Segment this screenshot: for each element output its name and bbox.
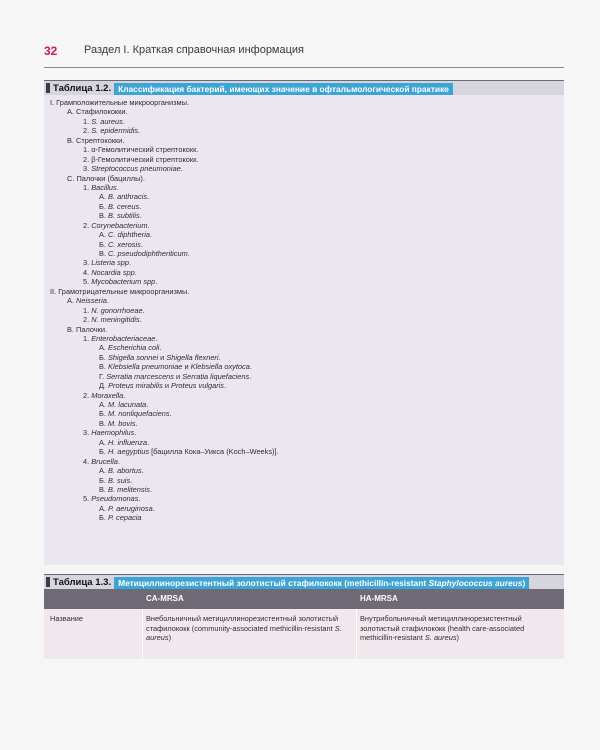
list-item: А. Neisseria. [67,296,109,306]
page-number: 32 [44,44,58,58]
list-item: А. B. anthracis. [99,192,150,202]
list-item: Б. C. xerosis. [99,239,143,249]
caption-marker-icon [46,83,50,93]
list-item: 3. Streptococcus pneumoniae. [83,164,183,174]
list-item: 2. Corynebacterium. [83,220,150,230]
column-header-ca-mrsa: CA-MRSA [146,594,184,603]
table-1-3-caption [44,574,564,590]
list-item: 2. S. epidermidis. [83,126,141,136]
column-divider [142,609,143,659]
list-item: Б. B. suis. [99,475,133,485]
list-item: Б. B. cereus. [99,201,142,211]
list-item: В. C. pseudodiphtheriticum. [99,249,190,258]
list-item: 3. Haemophilus. [83,428,137,438]
list-item: А. Стафилококки. [67,107,128,117]
list-item: II. Грамотрицательные микроорганизмы. [50,286,190,296]
list-item: 1. N. gonorrhoeae. [83,305,145,315]
list-item: 1. Bacillus. [83,182,119,192]
list-item: А. H. influenza. [99,437,150,447]
list-item: А. M. lacunata. [99,400,149,409]
list-item: В. M. bovis. [99,418,138,428]
column-header-ha-mrsa: HA-MRSA [360,594,398,603]
table-1-3-title: Метициллинорезистентный золотистый стафилококк (methicillin-resistant Staphylococcus aureus) [114,577,529,589]
caption-marker-icon [46,577,50,587]
list-item: Б. M. nonliquefaciens. [99,409,172,419]
list-item: 2. Moraxella. [83,390,126,400]
table-row [44,609,564,659]
table-1-3-body [44,589,564,659]
column-divider [356,609,357,659]
page-header [44,44,564,64]
list-item: I. Грамположительные микроорганизмы. [50,98,189,107]
list-item: Б. H. aegyptius [бацилла Кока–Уикса (Koch–Weeks)]. [99,447,279,457]
row-label: Название [50,614,84,623]
list-item: В. B. melitensis. [99,484,153,494]
table-1-2-title: Классификация бактерий, имеющих значение в офтальмологической практике [114,83,453,95]
table-1-2-number: Таблица 1.2. [53,82,112,94]
list-item: 1. S. aureus. [83,116,125,126]
list-item: 1. α-Гемолитический стрептококк. [83,145,199,155]
list-item: В. Стрептококки. [67,135,125,145]
ca-mrsa-cell: Внебольничный метициллинорезистентный золотистый стафилококк (community-associated methicillin-resistant S. aureus) [146,614,342,643]
list-item: Д. Proteus mirabilis и Proteus vulgaris. [99,381,227,391]
list-item: А. Escherichia coli. [99,343,162,353]
table-1-3-header-row [44,589,564,609]
list-item: 2. β-Гемолитический стрептококк. [83,154,199,164]
list-item: Г. Serratia marcescens и Serratia liquefaciens. [99,371,252,381]
list-item: 5. Pseudomonas. [83,494,141,504]
list-item: 1. Enterobacteriaceae. [83,333,158,343]
list-item: 5. Mycobacterium spp. [83,277,158,287]
classification-list [44,98,564,523]
list-item: А. B. abortus. [99,466,144,476]
list-item: Б. P. cepacia [99,513,142,523]
list-item: А. C. diphtheria. [99,230,153,240]
ha-mrsa-cell: Внутрибольничный метициллинорезистентный золотистый стафилококк (health care-associated methicillin-resistant S. aureus) [360,614,525,643]
list-item: 2. N. meningitidis. [83,315,142,325]
list-item: Б. Shigella sonnei и Shigella flexneri. [99,352,221,362]
list-item: В. Палочки. [67,324,108,334]
header-divider [44,67,564,68]
list-item: 4. Nocardia spp. [83,267,137,277]
list-item: А. P. aeruginosa. [99,503,155,513]
list-item: В. B. subtilis. [99,211,142,221]
table-1-2-caption [44,80,564,96]
list-item: В. Klebsiella pneumoniae и Klebsiella oxytoca. [99,362,252,372]
list-item: С. Палочки (бациллы). [67,173,145,183]
section-title: Раздел I. Краткая справочная информация [84,44,305,56]
table-1-3-number: Таблица 1.3. [53,576,112,588]
table-1-2-body [44,95,564,565]
list-item: 4. Brucella. [83,456,120,466]
list-item: 3. Listeria spp. [83,258,132,268]
